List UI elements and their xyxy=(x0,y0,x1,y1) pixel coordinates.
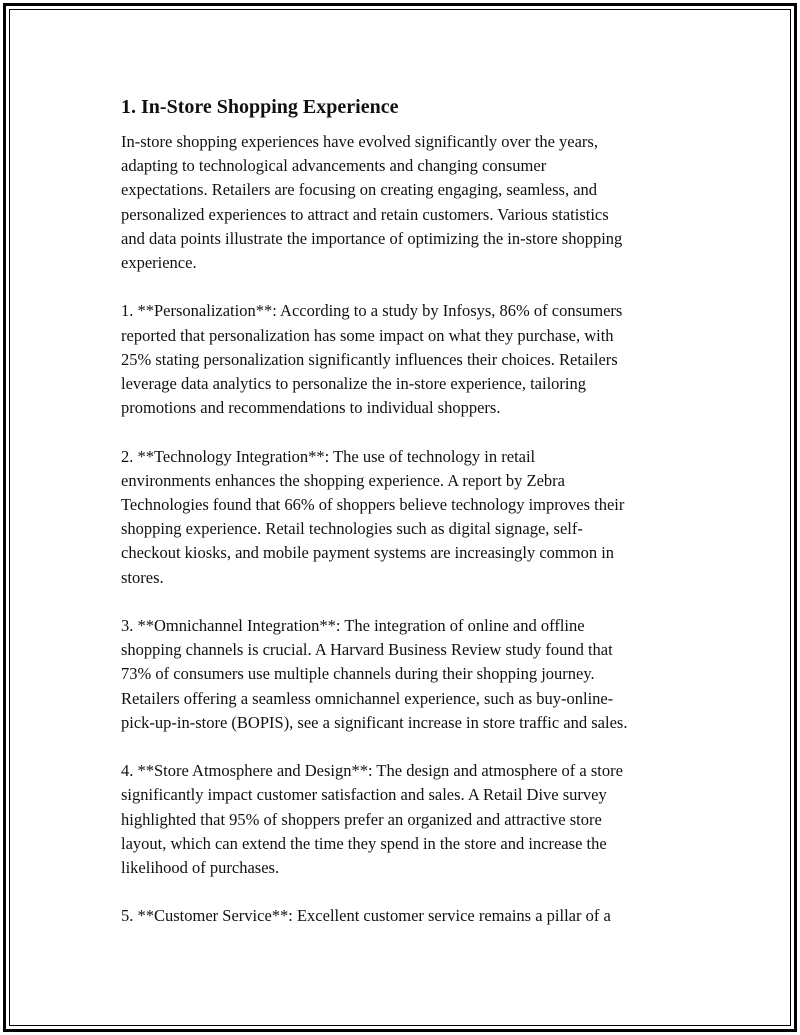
text-line: checkout kiosks, and mobile payment systems are increasingly common in xyxy=(121,543,615,563)
paragraph-customer-service xyxy=(121,904,691,928)
paragraph-intro xyxy=(121,130,691,275)
text-line: 73% of consumers use multiple channels during their shopping journey. xyxy=(121,664,595,684)
paragraph-omnichannel-integration xyxy=(121,614,691,735)
text-line: adapting to technological advancements and changing consumer xyxy=(121,156,547,176)
text-line: layout, which can extend the time they spend in the store and increase the xyxy=(121,833,607,853)
text-line: 4. **Store Atmosphere and Design**: The design and atmosphere of a store xyxy=(121,761,623,781)
text-line: pick-up-in-store (BOPIS), see a significant increase in store traffic and sales. xyxy=(121,712,628,732)
text-line: highlighted that 95% of shoppers prefer an organized and attractive store xyxy=(121,809,602,829)
paragraph-store-atmosphere xyxy=(121,759,691,880)
text-line: significantly impact customer satisfaction and sales. A Retail Dive survey xyxy=(121,785,607,805)
text-line: Technologies found that 66% of shoppers believe technology improves their xyxy=(121,495,625,515)
text-line: 2. **Technology Integration**: The use of technology in retail xyxy=(121,446,536,466)
text-line: 1. **Personalization**: According to a study by Infosys, 86% of consumers xyxy=(121,301,623,321)
text-line: and data points illustrate the importance of optimizing the in-store shopping xyxy=(121,228,623,248)
text-line: shopping channels is crucial. A Harvard Business Review study found that xyxy=(121,640,613,660)
text-line: leverage data analytics to personalize the in-store experience, tailoring xyxy=(121,374,586,394)
text-line: 25% stating personalization significantly influences their choices. Retailers xyxy=(121,349,618,369)
text-line: environments enhances the shopping experience. A report by Zebra xyxy=(121,470,565,490)
text-line: Retailers offering a seamless omnichannel experience, such as buy-online- xyxy=(121,688,614,708)
text-line: stores. xyxy=(121,567,164,587)
text-line: experience. xyxy=(121,253,197,273)
page-frame xyxy=(3,3,797,1032)
text-line: likelihood of purchases. xyxy=(121,858,280,878)
text-line: promotions and recommendations to individual shoppers. xyxy=(121,398,501,418)
text-line: In-store shopping experiences have evolved significantly over the years, xyxy=(121,132,598,151)
paragraph-personalization xyxy=(121,299,691,420)
section-heading: 1. In-Store Shopping Experience xyxy=(121,96,399,118)
paragraph-technology-integration xyxy=(121,445,691,590)
text-line: 5. **Customer Service**: Excellent customer service remains a pillar of a xyxy=(121,906,611,926)
text-line: reported that personalization has some impact on what they purchase, with xyxy=(121,325,614,345)
text-line: 3. **Omnichannel Integration**: The integration of online and offline xyxy=(121,616,585,636)
document-body xyxy=(121,94,691,953)
text-line: expectations. Retailers are focusing on creating engaging, seamless, and xyxy=(121,180,598,200)
text-line: shopping experience. Retail technologies such as digital signage, self- xyxy=(121,519,583,539)
text-line: personalized experiences to attract and retain customers. Various statistics xyxy=(121,204,609,224)
